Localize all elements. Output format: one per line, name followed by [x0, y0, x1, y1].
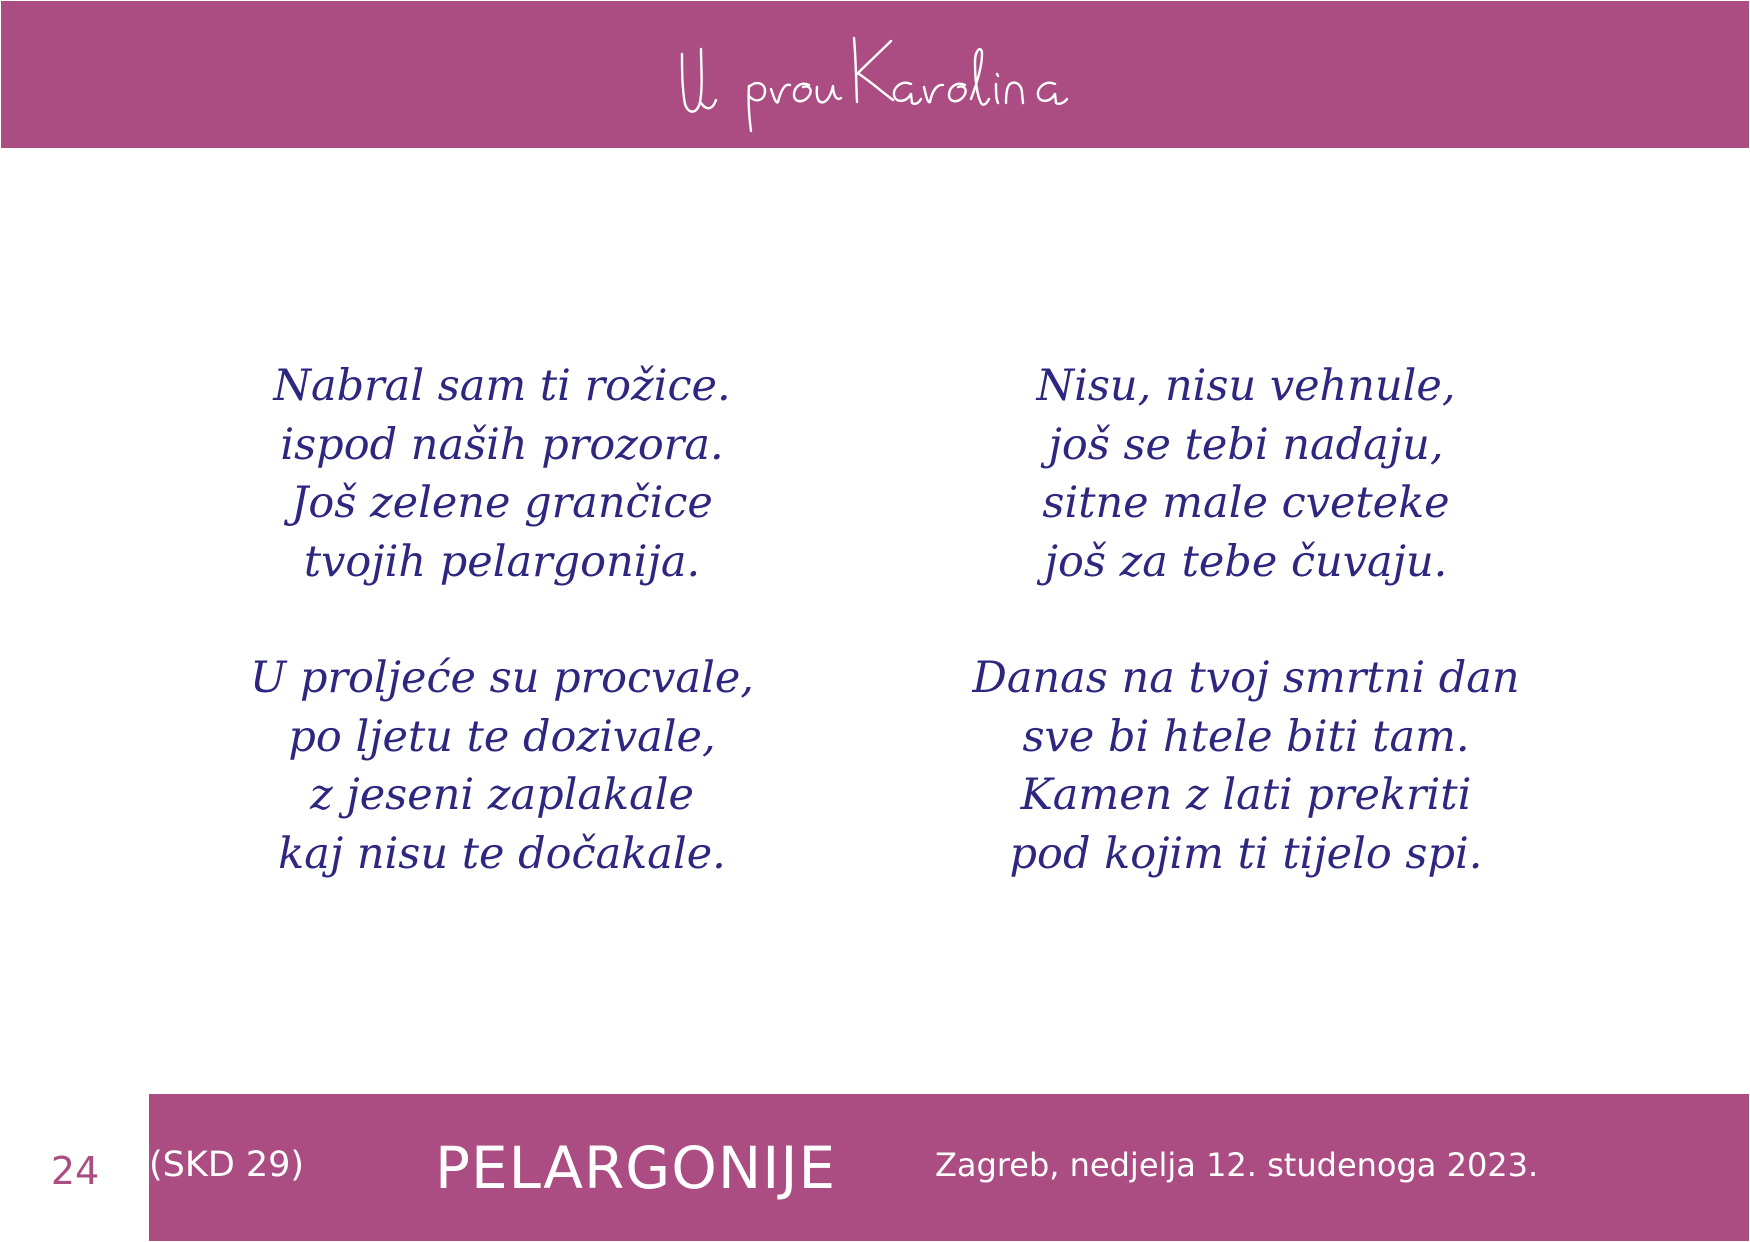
poem-line: kaj nisu te dočakale.: [278, 828, 726, 879]
poem-line: tvojih pelargonija.: [303, 536, 701, 587]
stanza: [926, 357, 1566, 591]
poem-line: pod kojim ti tijelo spi.: [1009, 828, 1483, 879]
stanza: [182, 357, 822, 591]
poem-line: Kamen z lati prekriti: [1020, 770, 1472, 820]
footer-bar: [149, 1094, 1749, 1241]
footer-reference: (SKD 29): [149, 1145, 305, 1185]
poem-line: Danas na tvoj smrtni dan: [972, 653, 1520, 703]
footer-book-title: PELARGONIJE: [435, 1134, 837, 1202]
poem-line: Još zelene grančice: [291, 478, 713, 528]
poem-right-column: [926, 357, 1566, 883]
poem-line: ispod naših prozora.: [280, 419, 724, 470]
poem-line: još se tebi nadaju,: [1048, 419, 1444, 470]
handwritten-title-signature: [673, 27, 1083, 147]
page-number: 24: [50, 1149, 100, 1193]
poem-line: z jeseni zaplakale: [310, 770, 694, 820]
header-bar: [1, 1, 1749, 148]
poem-line: sitne male cveteke: [1042, 478, 1450, 528]
poem-line: Nisu, nisu vehnule,: [1036, 361, 1456, 411]
poem-left-column: [182, 357, 822, 883]
poem-line: U proljeće su procvale,: [250, 653, 754, 703]
poem-line: po ljetu te dozivale,: [288, 711, 716, 762]
poem-line: Nabral sam ti rožice.: [273, 361, 731, 411]
stanza: [926, 649, 1566, 883]
poem-line: još za tebe čuvaju.: [1044, 536, 1448, 587]
poem-line: sve bi htele biti tam.: [1022, 711, 1470, 762]
footer-date: Zagreb, nedjelja 12. studenoga 2023.: [935, 1146, 1539, 1184]
stanza: [182, 649, 822, 883]
